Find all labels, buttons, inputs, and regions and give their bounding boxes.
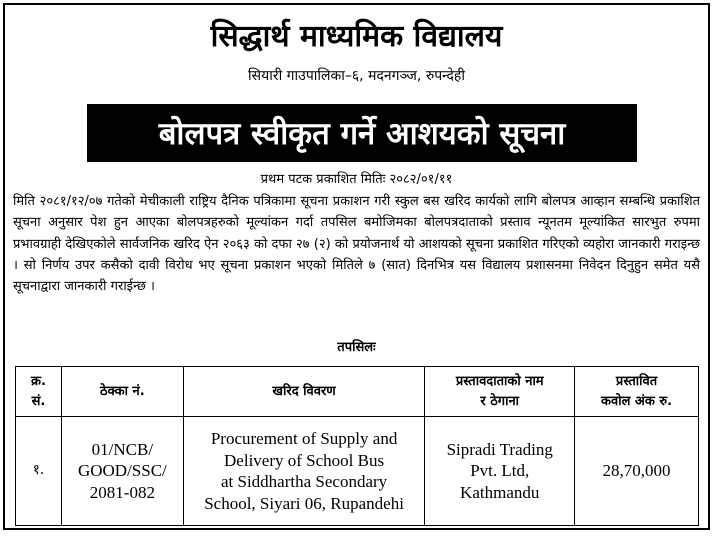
notice-title-banner (87, 104, 637, 162)
school-address: सियारी गाउपालिका–६, मदनगञ्ज, रुपन्देही (248, 68, 465, 84)
header-contract-no: ठेक्का नं. (61, 367, 183, 417)
cell-description: Procurement of Supply and Delivery of School Bus at Siddhartha Secondary School, Siyari 06, Rupandehi (183, 417, 425, 526)
publication-date-line (5, 171, 708, 189)
cell-bidder: Sipradi Trading Pvt. Ltd, Kathmandu (425, 417, 575, 526)
award-table (15, 366, 699, 526)
publication-date: २०८२/०१/११ (389, 172, 453, 187)
cell-contract-no: 01/NCB/ GOOD/SSC/ 2081-082 (61, 417, 183, 526)
table-row (16, 417, 699, 526)
header-amount: प्रस्तावित कवोल अंक रु. (575, 367, 699, 417)
cell-amount: 28,70,000 (575, 417, 699, 526)
schedule-label: तपसिलः (337, 340, 376, 355)
header-bidder: प्रस्तावदाताको नाम र ठेगाना (425, 367, 575, 417)
cell-sn: १. (16, 417, 62, 526)
notice-frame (3, 3, 710, 530)
publication-date-label: प्रथम पटक प्रकाशित मितिः (260, 172, 386, 187)
header-description: खरिद विवरण (183, 367, 425, 417)
notice-body: मिति २०८१/१२/०७ गतेको मेचीकाली राष्ट्रिय दैनिक पत्रिकामा सूचना प्रकाशन गरी स्कुल बस खरिद कार्यको लागि बोलपत्र आव्हान सम्बन्धि प्रकाशित सूचना अनुसार पेश हुन आएका बोलपत्रहरुको मूल्यांकन गर्दा तपसिल बमोजिमका बोलपत्रदाताको प्रस्ताव न्यूनतम मूल्यांकित सारभुत रुपमा प्रभावग्राही देखिएकोले सार्वजनिक खरिद ऐन २०६३ को दफा २७ (२) को प्रयोजनार्थ यो आशयको सूचना प्रकाशित गरिएको व्यहोरा जानकारी गराइन्छ । सो निर्णय उपर कसैको दावी विरोध भए सूचना प्रकाशन भएको मितिले ७ (सात) दिनभित्र यस विद्यालय प्रशासनमा निवेदन दिनुहुन समेत यसै सूचनाद्वारा जानकारी गराईन्छ । (13, 194, 700, 295)
table-header-row (16, 367, 699, 417)
school-name: सिद्धार्थ माध्यमिक विद्यालय (210, 19, 503, 54)
notice-title: बोलपत्र स्वीकृत गर्ने आशयको सूचना (158, 116, 566, 152)
header-sn: क्र. सं. (16, 367, 62, 417)
